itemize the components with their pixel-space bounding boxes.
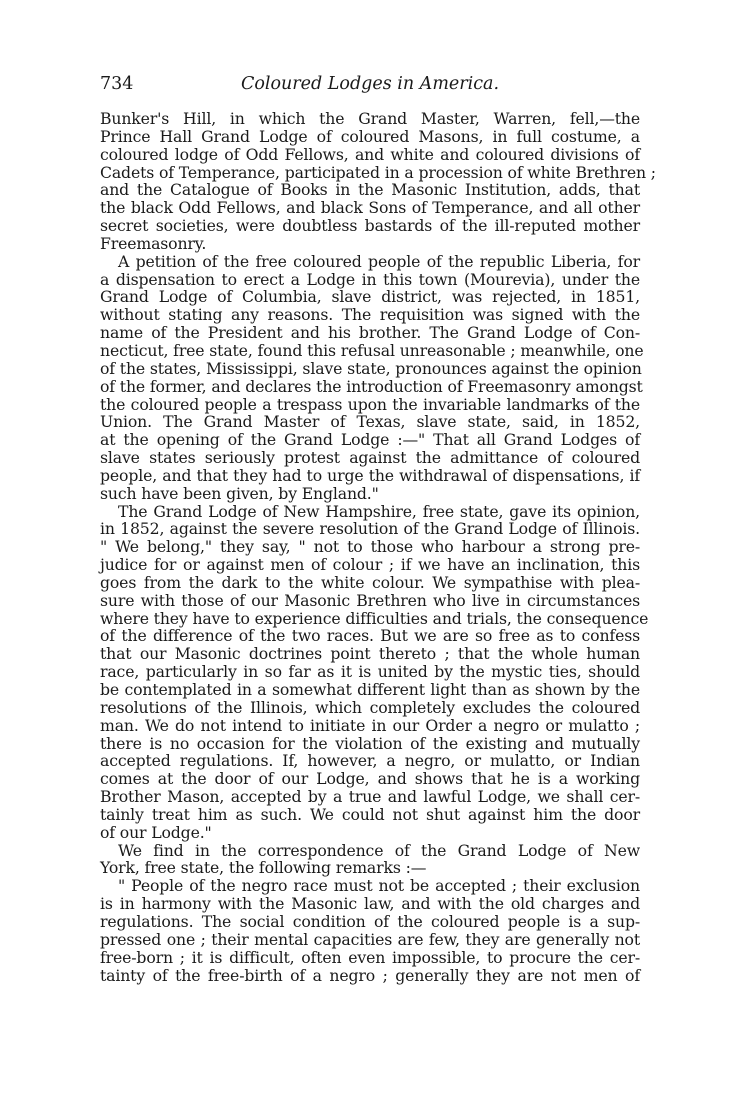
text-line: and the Catalogue of Books in the Masonic Institution, adds, that xyxy=(100,180,640,200)
text-line: tainty of the free-birth of a negro ; generally they are not men of xyxy=(100,965,640,985)
text-line: in 1852, against the severe resolution of the Grand Lodge of Illinois. xyxy=(100,519,640,539)
text-line: Grand Lodge of Columbia, slave district, was rejected, in 1851, xyxy=(100,287,640,307)
text-line: pressed one ; their mental capacities are few, they are generally not xyxy=(100,929,640,949)
paragraph xyxy=(100,877,640,984)
text-line: We find in the correspondence of the Grand Lodge of New xyxy=(118,840,640,860)
text-line: secret societies, were doubtless bastards of the ill-reputed mother xyxy=(100,216,640,236)
text-line: name of the President and his brother. The Grand Lodge of Con- xyxy=(100,323,640,343)
text-line: Union. The Grand Master of Texas, slave state, said, in 1852, xyxy=(100,412,640,432)
paragraph xyxy=(100,109,656,253)
text-line: regulations. The social condition of the coloured people is a sup- xyxy=(100,911,640,931)
text-line: be contemplated in a somewhat different light than as shown by the xyxy=(100,680,640,699)
text-line: necticut, free state, found this refusal unreasonable ; meanwhile, one xyxy=(100,340,644,360)
text-line: The Grand Lodge of New Hampshire, free state, gave its opinion, xyxy=(118,501,640,521)
text-line: Brother Mason, accepted by a true and lawful Lodge, we shall cer- xyxy=(100,787,640,807)
text-line: there is no occasion for the violation of the existing and mutually xyxy=(100,733,640,753)
text-line: of the former, and declares the introduction of Freemasonry amongst xyxy=(100,376,643,396)
paragraph xyxy=(100,501,649,842)
text-line: of the states, Mississippi, slave state, pronounces against the opinion xyxy=(100,358,642,378)
text-line: the coloured people a trespass upon the invariable landmarks of the xyxy=(100,394,640,414)
text-line: where they have to experience difficulties and trials, the consequence xyxy=(100,608,649,628)
text-line: that our Masonic doctrines point thereto ; that the whole human xyxy=(100,644,640,664)
text-line: of our Lodge." xyxy=(100,822,212,842)
body-text xyxy=(100,109,656,985)
text-line: the black Odd Fellows, and black Sons of Temperance, and all other xyxy=(100,198,640,218)
text-line: comes at the door of our Lodge, and shows that he is a working xyxy=(100,769,640,789)
text-line: tainly treat him as such. We could not shut against him the door xyxy=(100,804,640,824)
text-line: people, and that they had to urge the withdrawal of dispensations, if xyxy=(100,465,640,485)
text-line: of the difference of the two races. But we are so free as to confess xyxy=(100,626,640,646)
book-page xyxy=(100,74,656,985)
text-line: at the opening of the Grand Lodge :—" That all Grand Lodges of xyxy=(100,430,640,450)
text-line: man. We do not intend to initiate in our Order a negro or mulatto ; xyxy=(100,715,640,735)
text-line: Prince Hall Grand Lodge of coloured Masons, in full costume, a xyxy=(100,126,640,146)
paragraph xyxy=(100,842,640,878)
text-line: " We belong," they say, " not to those who harbour a strong pre- xyxy=(100,537,640,557)
text-line: slave states seriously protest against the admittance of coloured xyxy=(100,448,640,468)
text-line: Bunker's Hill, in which the Grand Master, Warren, fell,—the xyxy=(100,109,640,128)
text-line: Freemasonry. xyxy=(100,233,207,253)
text-line: accepted regulations. If, however, a negro, or mulatto, or Indian xyxy=(100,751,640,771)
text-line: " People of the negro race must not be accepted ; their exclusion xyxy=(118,876,640,896)
text-line: goes from the dark to the white colour. We sympathise with plea- xyxy=(100,572,640,592)
text-line: A petition of the free coloured people of the republic Liberia, for xyxy=(118,251,640,271)
text-line: coloured lodge of Odd Fellows, and white and coloured divisions of xyxy=(100,144,640,164)
paragraph xyxy=(100,251,644,503)
text-line: without stating any reasons. The requisition was signed with the xyxy=(100,305,640,325)
text-line: judice for or against men of colour ; if we have an inclination, this xyxy=(100,555,640,575)
text-line: sure with those of our Masonic Brethren who live in circumstances xyxy=(100,590,640,610)
page-number: 734 xyxy=(100,74,134,94)
text-line: resolutions of the Illinois, which completely excludes the coloured xyxy=(100,697,640,717)
text-line: race, particularly in so far as it is united by the mystic ties, should xyxy=(100,662,640,682)
text-line: free-born ; it is difficult, often even impossible, to procure the cer- xyxy=(100,947,640,967)
running-title: Coloured Lodges in America. xyxy=(240,74,500,94)
text-line: such have been given, by England." xyxy=(100,483,379,503)
text-line: York, free state, the following remarks :— xyxy=(100,858,427,878)
page-header xyxy=(100,74,640,100)
text-line: a dispensation to erect a Lodge in this town (Mourevia), under the xyxy=(100,269,640,289)
text-line: Cadets of Temperance, participated in a procession of white Brethren ; xyxy=(100,162,656,182)
text-line: is in harmony with the Masonic law, and with the old charges and xyxy=(100,894,640,914)
